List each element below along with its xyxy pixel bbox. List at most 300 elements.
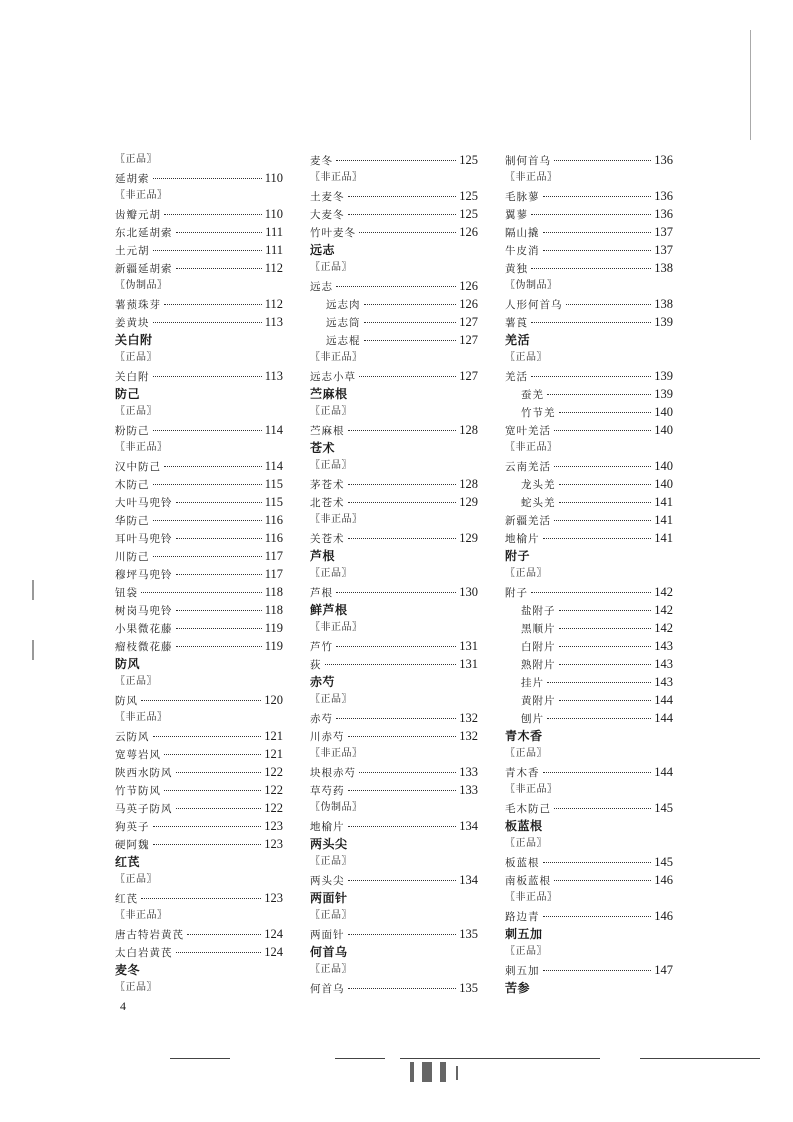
category-label-text: 〖正品〗 xyxy=(115,982,157,993)
dot-leader xyxy=(364,304,457,305)
category-label xyxy=(310,745,478,763)
entry-page-number: 141 xyxy=(654,531,673,545)
toc-entry xyxy=(310,187,478,205)
dot-leader xyxy=(547,394,651,395)
dot-leader xyxy=(554,880,651,881)
herb-heading-text: 刺五加 xyxy=(505,927,543,941)
entry-name: 马英子防风 xyxy=(115,803,173,815)
dot-leader xyxy=(164,214,262,215)
dot-leader xyxy=(531,322,651,323)
toc-entry xyxy=(115,259,283,277)
herb-heading xyxy=(310,943,478,961)
dot-leader xyxy=(348,484,457,485)
toc-entry xyxy=(115,817,283,835)
toc-entry xyxy=(505,313,673,331)
toc-entry xyxy=(505,223,673,241)
entry-name: 硬阿魏 xyxy=(115,839,150,851)
toc-column-3 xyxy=(505,151,673,997)
herb-heading xyxy=(505,925,673,943)
dot-leader xyxy=(336,718,456,719)
entry-name: 人形何首乌 xyxy=(505,299,563,311)
toc-entry xyxy=(505,385,673,403)
herb-heading xyxy=(310,241,478,259)
dot-leader xyxy=(348,502,457,503)
entry-page-number: 133 xyxy=(459,783,478,797)
dot-leader xyxy=(543,970,652,971)
toc-entry xyxy=(310,331,478,349)
entry-page-number: 144 xyxy=(654,765,673,779)
category-label xyxy=(115,709,283,727)
dot-leader xyxy=(153,250,263,251)
scan-artifact-mark xyxy=(410,1062,414,1082)
herb-heading xyxy=(115,331,283,349)
entry-page-number: 129 xyxy=(459,531,478,545)
dot-leader xyxy=(559,628,652,629)
entry-page-number: 111 xyxy=(265,243,283,257)
entry-page-number: 141 xyxy=(654,513,673,527)
category-label xyxy=(310,907,478,925)
entry-page-number: 141 xyxy=(654,495,673,509)
herb-heading xyxy=(310,601,478,619)
entry-name: 小果微花藤 xyxy=(115,623,173,635)
herb-heading xyxy=(115,853,283,871)
scan-artifact-mark xyxy=(440,1062,446,1082)
dot-leader xyxy=(559,610,652,611)
category-label-text: 〖非正品〗 xyxy=(505,892,558,903)
dot-leader xyxy=(336,286,456,287)
dot-leader xyxy=(543,250,652,251)
dot-leader xyxy=(153,556,262,557)
scan-artifact-line xyxy=(170,1058,230,1059)
dot-leader xyxy=(559,502,652,503)
entry-name: 薯蓣珠芽 xyxy=(115,299,161,311)
dot-leader xyxy=(359,772,456,773)
entry-name: 云防风 xyxy=(115,731,150,743)
entry-name: 芦根 xyxy=(310,587,333,599)
toc-entry xyxy=(505,529,673,547)
category-label xyxy=(505,439,673,457)
herb-heading xyxy=(505,817,673,835)
herb-heading xyxy=(310,673,478,691)
entry-name: 北苍术 xyxy=(310,497,345,509)
entry-name: 大叶马兜铃 xyxy=(115,497,173,509)
herb-heading-text: 鲜芦根 xyxy=(310,603,348,617)
dot-leader xyxy=(153,826,262,827)
category-label-text: 〖正品〗 xyxy=(310,910,352,921)
entry-name: 穆坪马兜铃 xyxy=(115,569,173,581)
entry-page-number: 138 xyxy=(654,261,673,275)
entry-page-number: 119 xyxy=(264,621,283,635)
toc-entry xyxy=(505,673,673,691)
herb-heading xyxy=(115,961,283,979)
dot-leader xyxy=(348,826,457,827)
entry-name: 木防己 xyxy=(115,479,150,491)
entry-page-number: 112 xyxy=(264,261,283,275)
category-label xyxy=(310,799,478,817)
entry-name: 挂片 xyxy=(521,677,544,689)
category-label-text: 〖非正品〗 xyxy=(115,712,168,723)
entry-page-number: 131 xyxy=(459,639,478,653)
toc-entry xyxy=(115,313,283,331)
dot-leader xyxy=(531,214,651,215)
entry-page-number: 129 xyxy=(459,495,478,509)
dot-leader xyxy=(559,484,652,485)
category-label-text: 〖非正品〗 xyxy=(505,172,558,183)
entry-page-number: 140 xyxy=(654,423,673,437)
entry-name: 黄独 xyxy=(505,263,528,275)
entry-name: 黑顺片 xyxy=(521,623,556,635)
category-label xyxy=(310,511,478,529)
entry-name: 延胡索 xyxy=(115,173,150,185)
toc-entry xyxy=(505,475,673,493)
entry-name: 川防己 xyxy=(115,551,150,563)
entry-page-number: 137 xyxy=(654,225,673,239)
entry-name: 钮袋 xyxy=(115,587,138,599)
dot-leader xyxy=(176,646,262,647)
scan-artifact-mark xyxy=(32,580,34,600)
toc-entry xyxy=(115,205,283,223)
dot-leader xyxy=(176,232,263,233)
dot-leader xyxy=(543,196,652,197)
dot-leader xyxy=(153,484,262,485)
dot-leader xyxy=(543,232,652,233)
dot-leader xyxy=(176,502,262,503)
entry-page-number: 122 xyxy=(264,765,283,779)
entry-name: 远志棍 xyxy=(326,335,361,347)
herb-heading xyxy=(115,385,283,403)
toc-entry xyxy=(310,493,478,511)
entry-page-number: 111 xyxy=(265,225,283,239)
dot-leader xyxy=(348,880,457,881)
toc-entry xyxy=(115,457,283,475)
toc-entry xyxy=(505,493,673,511)
entry-name: 宽叶羌活 xyxy=(505,425,551,437)
entry-page-number: 110 xyxy=(264,171,283,185)
entry-name: 陕西水防风 xyxy=(115,767,173,779)
toc-entry xyxy=(310,583,478,601)
herb-heading xyxy=(505,727,673,745)
category-label xyxy=(310,457,478,475)
dot-leader xyxy=(164,754,261,755)
toc-entry xyxy=(310,529,478,547)
entry-page-number: 117 xyxy=(264,549,283,563)
category-label xyxy=(115,673,283,691)
category-label xyxy=(310,853,478,871)
category-label-text: 〖伪制品〗 xyxy=(115,280,168,291)
entry-name: 隔山撬 xyxy=(505,227,540,239)
toc-entry xyxy=(115,799,283,817)
scan-artifact-line xyxy=(400,1058,600,1059)
entry-name: 关白附 xyxy=(115,371,150,383)
dot-leader xyxy=(554,160,651,161)
toc-entry xyxy=(115,295,283,313)
entry-name: 茅苍术 xyxy=(310,479,345,491)
entry-name: 蛇头羌 xyxy=(521,497,556,509)
toc-entry xyxy=(310,763,478,781)
entry-name: 地榆片 xyxy=(310,821,345,833)
entry-page-number: 140 xyxy=(654,477,673,491)
dot-leader xyxy=(559,664,652,665)
entry-page-number: 140 xyxy=(654,459,673,473)
entry-name: 块根赤芍 xyxy=(310,767,356,779)
toc-entry xyxy=(115,511,283,529)
toc-entry xyxy=(505,907,673,925)
scan-artifact-line xyxy=(335,1058,385,1059)
entry-name: 太白岩黄芪 xyxy=(115,947,173,959)
herb-heading xyxy=(115,655,283,673)
toc-entry xyxy=(505,763,673,781)
entry-page-number: 115 xyxy=(264,495,283,509)
category-label-text: 〖非正品〗 xyxy=(310,622,363,633)
toc-entry xyxy=(115,529,283,547)
entry-page-number: 133 xyxy=(459,765,478,779)
entry-page-number: 137 xyxy=(654,243,673,257)
herb-heading-text: 羌活 xyxy=(505,333,531,347)
toc-entry xyxy=(310,925,478,943)
entry-page-number: 127 xyxy=(459,315,478,329)
category-label xyxy=(505,889,673,907)
entry-page-number: 121 xyxy=(264,729,283,743)
dot-leader xyxy=(547,718,651,719)
category-label xyxy=(310,691,478,709)
entry-page-number: 121 xyxy=(264,747,283,761)
entry-page-number: 143 xyxy=(654,657,673,671)
entry-name: 云南羌活 xyxy=(505,461,551,473)
dot-leader xyxy=(153,376,262,377)
dot-leader xyxy=(547,682,651,683)
entry-name: 两头尖 xyxy=(310,875,345,887)
entry-name: 草芍药 xyxy=(310,785,345,797)
dot-leader xyxy=(141,592,262,593)
herb-heading-text: 何首乌 xyxy=(310,945,348,959)
entry-page-number: 116 xyxy=(264,531,283,545)
entry-page-number: 146 xyxy=(654,909,673,923)
entry-page-number: 120 xyxy=(264,693,283,707)
toc-entry xyxy=(505,367,673,385)
entry-page-number: 145 xyxy=(654,801,673,815)
category-label-text: 〖非正品〗 xyxy=(505,442,558,453)
entry-page-number: 130 xyxy=(459,585,478,599)
entry-name: 龙头羌 xyxy=(521,479,556,491)
dot-leader xyxy=(554,466,651,467)
category-label xyxy=(310,259,478,277)
herb-heading xyxy=(505,547,673,565)
toc-entry xyxy=(115,637,283,655)
toc-entry xyxy=(115,727,283,745)
dot-leader xyxy=(176,772,262,773)
dot-leader xyxy=(141,700,261,701)
entry-page-number: 135 xyxy=(459,927,478,941)
category-label xyxy=(505,169,673,187)
entry-page-number: 138 xyxy=(654,297,673,311)
dot-leader xyxy=(359,376,456,377)
entry-page-number: 132 xyxy=(459,729,478,743)
category-label-text: 〖正品〗 xyxy=(310,460,352,471)
herb-heading xyxy=(310,889,478,907)
entry-name: 远志小草 xyxy=(310,371,356,383)
toc-entry xyxy=(310,205,478,223)
toc-entry xyxy=(115,241,283,259)
entry-page-number: 117 xyxy=(264,567,283,581)
herb-heading-text: 青木香 xyxy=(505,729,543,743)
entry-page-number: 136 xyxy=(654,153,673,167)
category-label-text: 〖伪制品〗 xyxy=(505,280,558,291)
category-label xyxy=(310,961,478,979)
entry-name: 芦竹 xyxy=(310,641,333,653)
category-label xyxy=(310,565,478,583)
entry-name: 远志肉 xyxy=(326,299,361,311)
toc-entry xyxy=(115,169,283,187)
toc-entry xyxy=(310,709,478,727)
toc-entry xyxy=(115,889,283,907)
entry-page-number: 123 xyxy=(264,891,283,905)
entry-name: 姜黄块 xyxy=(115,317,150,329)
entry-page-number: 124 xyxy=(264,945,283,959)
entry-page-number: 143 xyxy=(654,639,673,653)
category-label xyxy=(115,403,283,421)
entry-name: 宽萼岩风 xyxy=(115,749,161,761)
toc-entry xyxy=(505,691,673,709)
entry-name: 羌活 xyxy=(505,371,528,383)
dot-leader xyxy=(153,322,262,323)
toc-entry xyxy=(505,853,673,871)
dot-leader xyxy=(543,772,652,773)
dot-leader xyxy=(153,844,262,845)
entry-page-number: 125 xyxy=(459,153,478,167)
entry-name: 竹节防风 xyxy=(115,785,161,797)
dot-leader xyxy=(153,736,262,737)
category-label-text: 〖正品〗 xyxy=(310,964,352,975)
toc-entry xyxy=(505,241,673,259)
dot-leader xyxy=(543,538,652,539)
category-label-text: 〖正品〗 xyxy=(115,154,157,165)
entry-page-number: 114 xyxy=(264,459,283,473)
toc-entry xyxy=(115,943,283,961)
entry-page-number: 142 xyxy=(654,603,673,617)
dot-leader xyxy=(164,790,261,791)
category-label-text: 〖正品〗 xyxy=(310,694,352,705)
entry-page-number: 123 xyxy=(264,837,283,851)
scan-artifact-mark xyxy=(456,1066,458,1080)
category-label xyxy=(505,349,673,367)
herb-heading-text: 芦根 xyxy=(310,549,336,563)
entry-name: 新疆羌活 xyxy=(505,515,551,527)
category-label xyxy=(115,979,283,997)
entry-page-number: 115 xyxy=(264,477,283,491)
dot-leader xyxy=(176,268,262,269)
entry-page-number: 126 xyxy=(459,297,478,311)
entry-page-number: 126 xyxy=(459,225,478,239)
toc-entry xyxy=(310,655,478,673)
toc-entry xyxy=(310,421,478,439)
toc-entry xyxy=(505,511,673,529)
category-label xyxy=(115,151,283,169)
toc-entry xyxy=(115,691,283,709)
entry-name: 南板蓝根 xyxy=(505,875,551,887)
dot-leader xyxy=(141,898,261,899)
toc-entry xyxy=(505,709,673,727)
herb-heading-text: 附子 xyxy=(505,549,531,563)
dot-leader xyxy=(325,664,457,665)
toc-entry xyxy=(505,259,673,277)
dot-leader xyxy=(554,808,651,809)
category-label-text: 〖正品〗 xyxy=(115,874,157,885)
dot-leader xyxy=(348,538,457,539)
toc-entry xyxy=(505,637,673,655)
entry-page-number: 132 xyxy=(459,711,478,725)
dot-leader xyxy=(348,988,457,989)
dot-leader xyxy=(348,736,457,737)
entry-page-number: 125 xyxy=(459,207,478,221)
category-label xyxy=(115,349,283,367)
toc-entry xyxy=(310,475,478,493)
toc-entry xyxy=(310,781,478,799)
dot-leader xyxy=(336,592,456,593)
category-label-text: 〖正品〗 xyxy=(505,838,547,849)
entry-page-number: 139 xyxy=(654,369,673,383)
dot-leader xyxy=(531,592,651,593)
entry-name: 板蓝根 xyxy=(505,857,540,869)
herb-heading xyxy=(310,547,478,565)
dot-leader xyxy=(176,952,262,953)
entry-page-number: 142 xyxy=(654,585,673,599)
entry-page-number: 146 xyxy=(654,873,673,887)
toc-entry xyxy=(505,601,673,619)
dot-leader xyxy=(359,232,456,233)
herb-heading-text: 麦冬 xyxy=(115,963,141,977)
toc-entry xyxy=(505,655,673,673)
toc-entry xyxy=(310,367,478,385)
toc-entry xyxy=(115,781,283,799)
herb-heading-text: 苦参 xyxy=(505,981,531,995)
entry-page-number: 113 xyxy=(264,369,283,383)
category-label xyxy=(115,439,283,457)
toc-entry xyxy=(115,835,283,853)
toc-column-2 xyxy=(310,151,478,997)
toc-entry xyxy=(505,205,673,223)
entry-name: 大麦冬 xyxy=(310,209,345,221)
toc-entry xyxy=(505,457,673,475)
dot-leader xyxy=(531,268,651,269)
entry-name: 毛脉蓼 xyxy=(505,191,540,203)
entry-page-number: 135 xyxy=(459,981,478,995)
toc-entry xyxy=(310,277,478,295)
category-label xyxy=(505,277,673,295)
category-label xyxy=(115,277,283,295)
entry-page-number: 116 xyxy=(264,513,283,527)
category-label-text: 〖正品〗 xyxy=(505,946,547,957)
toc-entry xyxy=(115,565,283,583)
dot-leader xyxy=(336,160,456,161)
entry-page-number: 140 xyxy=(654,405,673,419)
entry-name: 华防己 xyxy=(115,515,150,527)
category-label-text: 〖非正品〗 xyxy=(310,352,363,363)
entry-name: 刨片 xyxy=(521,713,544,725)
herb-heading xyxy=(505,979,673,997)
dot-leader xyxy=(559,646,652,647)
dot-leader xyxy=(176,610,262,611)
entry-page-number: 127 xyxy=(459,369,478,383)
toc-entry xyxy=(115,475,283,493)
herb-heading xyxy=(310,835,478,853)
entry-name: 川赤芍 xyxy=(310,731,345,743)
entry-name: 粉防己 xyxy=(115,425,150,437)
entry-page-number: 144 xyxy=(654,711,673,725)
dot-leader xyxy=(554,520,651,521)
herb-heading-text: 防己 xyxy=(115,387,141,401)
entry-name: 盐附子 xyxy=(521,605,556,617)
entry-name: 黄附片 xyxy=(521,695,556,707)
